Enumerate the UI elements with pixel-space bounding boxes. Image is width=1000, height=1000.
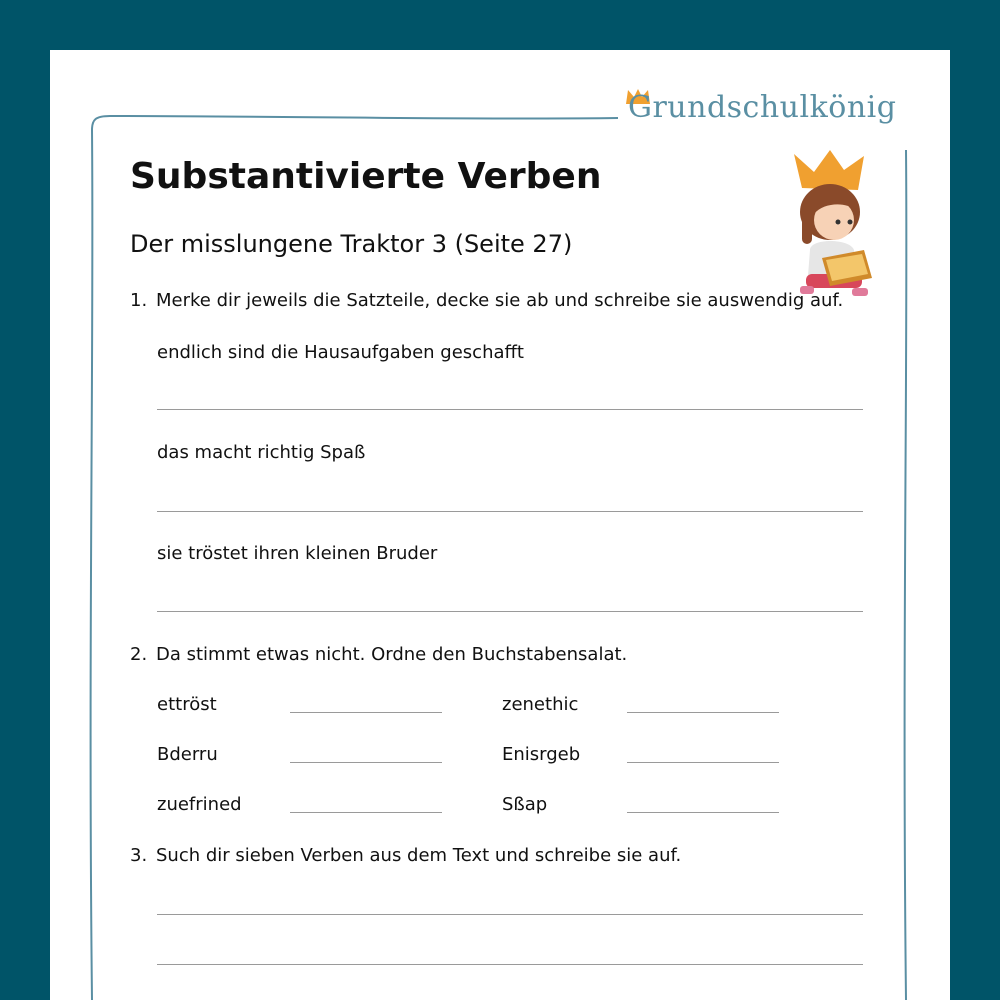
answer-line[interactable] xyxy=(627,762,779,763)
phrase-item: das macht richtig Spaß xyxy=(157,442,366,463)
task-1 xyxy=(130,290,843,311)
writing-line[interactable] xyxy=(157,611,863,612)
scrambled-word: Enisrgeb xyxy=(502,744,581,765)
task-text: Such dir sieben Verben aus dem Text und schreibe sie auf. xyxy=(156,845,682,866)
answer-line[interactable] xyxy=(290,762,442,763)
answer-line[interactable] xyxy=(627,812,779,813)
answer-line[interactable] xyxy=(627,712,779,713)
scrambled-word: ettröst xyxy=(157,694,217,715)
phrase-item: sie tröstet ihren kleinen Bruder xyxy=(157,543,438,564)
writing-line[interactable] xyxy=(157,964,863,965)
writing-line[interactable] xyxy=(157,409,863,410)
brand-logo: Grundschulkönig xyxy=(628,90,897,125)
phrase-item: endlich sind die Hausaufgaben geschafft xyxy=(157,342,524,363)
scrambled-word: zenethic xyxy=(502,694,579,715)
task-text: Merke dir jeweils die Satzteile, decke sie ab und schreibe sie auswendig auf. xyxy=(156,290,844,311)
page-title: Substantivierte Verben xyxy=(130,156,602,197)
page-subtitle: Der misslungene Traktor 3 (Seite 27) xyxy=(130,230,573,258)
task-number: 3. xyxy=(130,845,148,866)
scrambled-word: Bderru xyxy=(157,744,218,765)
scrambled-word: Sßap xyxy=(502,794,548,815)
writing-line[interactable] xyxy=(157,511,863,512)
scrambled-word: zuefrined xyxy=(157,794,242,815)
task-number: 2. xyxy=(130,644,148,665)
answer-line[interactable] xyxy=(290,712,442,713)
task-text: Da stimmt etwas nicht. Ordne den Buchstabensalat. xyxy=(156,644,628,665)
reading-girl-illustration xyxy=(780,150,890,310)
worksheet-page xyxy=(50,50,950,1000)
task-number: 1. xyxy=(130,290,148,311)
task-3 xyxy=(130,845,681,866)
task-2 xyxy=(130,644,627,665)
answer-line[interactable] xyxy=(290,812,442,813)
writing-line[interactable] xyxy=(157,914,863,915)
